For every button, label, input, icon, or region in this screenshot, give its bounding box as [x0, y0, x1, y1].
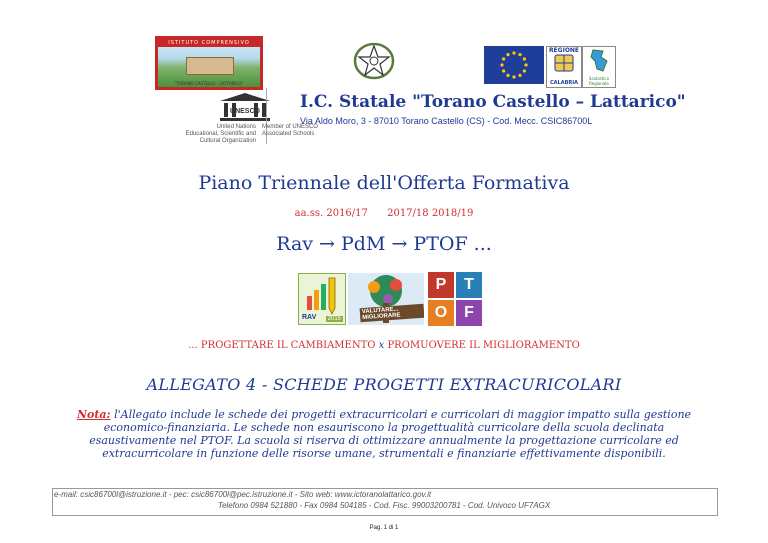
eu-star-icon: [524, 63, 527, 66]
footer-contacts: e-mail: csic86700l@istruzione.it - pec: csic86700l@pec.istruzione.it - Sito web: www.ictoranolattarico.gov.it: [54, 490, 432, 499]
regional-logo-caption: Scolastico Regionale: [588, 76, 610, 86]
unesco-membership: [262, 124, 332, 138]
eu-star-icon: [523, 57, 526, 60]
eu-star-icon: [502, 69, 505, 72]
tree-image-label: VALUTARE... MIGLIORARE: [360, 304, 424, 322]
slogan-part-2: PROMUOVERE IL MIGLIORAMENTO: [387, 340, 580, 351]
unesco-temple-icon: [218, 92, 272, 122]
eu-star-icon: [506, 74, 509, 77]
region-map-icon: [583, 47, 615, 75]
calabria-logo-bottom: CALABRIA: [550, 80, 578, 86]
unesco-name: [176, 124, 256, 145]
document-title: Piano Triennale dell'Offerta Formativa: [198, 172, 570, 194]
ufficio-scolastico-regionale-logo: [582, 46, 616, 88]
school-logo: [155, 36, 263, 90]
unesco-member-line: Member of UNESCO: [262, 124, 319, 130]
eu-star-icon: [518, 74, 521, 77]
unesco-name-line: Educational, Scientific and: [185, 131, 256, 137]
italian-republic-emblem-icon: [352, 40, 396, 80]
puzzle-piece-p: P: [428, 272, 454, 298]
regione-calabria-logo: [546, 46, 582, 88]
unesco-name-line: United Nations: [216, 124, 256, 130]
puzzle-piece-t: T: [456, 272, 482, 298]
rav-pdm-ptof-flow: Rav → PdM → PTOF ...: [276, 233, 492, 255]
slogan-part-1: ... PROGETTARE IL CAMBIAMENTO: [188, 340, 376, 351]
slogan: [0, 340, 768, 351]
valutare-migliorare-image: [348, 273, 424, 325]
ptof-puzzle-image: [428, 272, 482, 326]
school-years-rest: 2017/18 2018/19: [387, 208, 474, 219]
institute-title: I.C. Statale "Torano Castello – Lattarico": [300, 92, 686, 112]
eu-star-icon: [523, 69, 526, 72]
eu-star-icon: [500, 63, 503, 66]
calabria-logo-top: REGIONE: [548, 47, 580, 54]
eu-star-icon: [518, 53, 521, 56]
calabria-shield-icon: [547, 54, 581, 72]
school-building-icon: [186, 57, 234, 75]
institute-address: Via Aldo Moro, 3 - 87010 Torano Castello (CS) - Cod. Mecc. CSIC86700L: [300, 116, 593, 126]
unesco-name-line: Cultural Organization: [199, 138, 256, 144]
puzzle-piece-f: F: [456, 300, 482, 326]
nota-label: Nota:: [76, 408, 111, 421]
school-logo-band: ISTITUTO COMPRENSIVO: [168, 40, 250, 46]
school-years-first: aa.ss. 2016/17: [294, 208, 368, 219]
eu-star-icon: [506, 53, 509, 56]
nota-paragraph: [60, 408, 708, 460]
page-number: Pag. 1 di 1: [369, 525, 399, 531]
slogan-connector: x: [375, 340, 388, 351]
rav-image: [298, 273, 346, 325]
school-years: [0, 208, 768, 219]
eu-star-icon: [512, 51, 515, 54]
unesco-member-line: Associated Schools: [262, 131, 315, 137]
eu-flag-icon: [484, 46, 544, 84]
footer-codes: Telefono 0984 521880 - Fax 0984 504185 - Cod. Fisc. 99003200781 - Cod. Univoco UF7AGX: [217, 501, 551, 510]
eu-star-icon: [502, 57, 505, 60]
nota-text: l'Allegato include le schede dei progetti extracurricolari e curricolari di maggior impatto sulla gestione economico-finanziaria. Le schede non esauriscono la progettualità curricolare della scuola declinata esaustivamente nel PTOF. La scuola si riserva di ottimizzare annualmente la progettazione curricolare ed extracurricolare in funzione delle risorse umane, strumentali e finanziarie effettivamente disponibili.: [89, 408, 692, 460]
unesco-acronym: UNESCO: [230, 108, 260, 115]
puzzle-piece-o: O: [428, 300, 454, 326]
allegato-heading: ALLEGATO 4 - SCHEDE PROGETTI EXTRACURICOLARI: [146, 375, 622, 394]
school-logo-caption: "TORANO CASTELLO - LATTARICO": [174, 81, 244, 86]
rav-image-label: RAV: [302, 314, 317, 321]
rav-image-year: 2015: [327, 316, 341, 322]
eu-star-icon: [512, 75, 515, 78]
